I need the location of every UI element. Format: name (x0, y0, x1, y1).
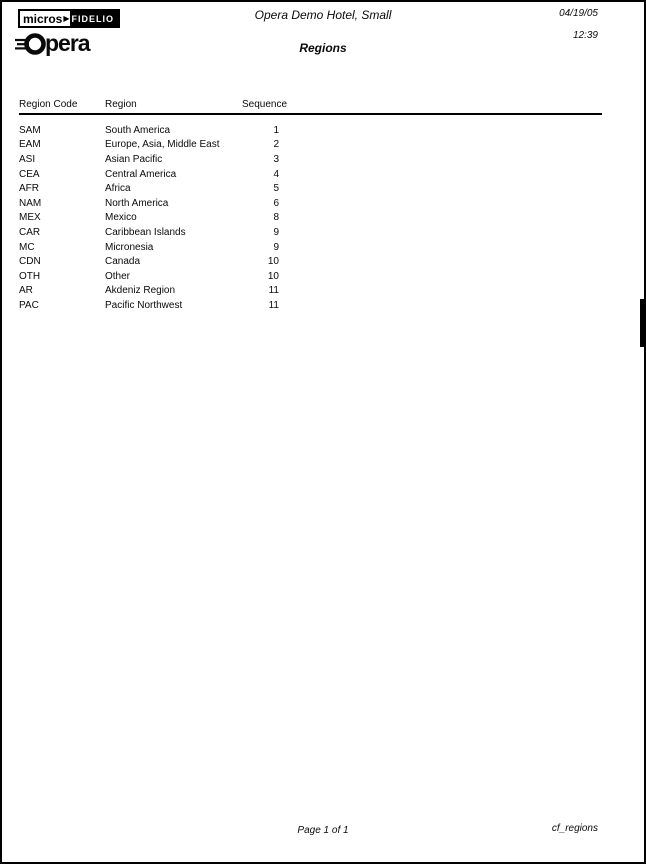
region-code-cell: AR (19, 285, 33, 297)
table-body (19, 123, 602, 313)
table-row (19, 225, 602, 240)
table-row (19, 211, 602, 226)
region-cell: Europe, Asia, Middle East (105, 139, 220, 151)
region-cell: Canada (105, 256, 141, 268)
sequence-cell: 2 (273, 139, 279, 151)
column-header-region-code: Region Code (19, 99, 78, 110)
sequence-cell: 4 (273, 168, 279, 180)
column-header-region: Region (105, 99, 137, 110)
opera-logo-text: pera (45, 29, 90, 56)
table-row (19, 167, 602, 182)
region-cell: Akdeniz Region (105, 285, 176, 297)
region-cell: Africa (105, 183, 131, 195)
sequence-cell: 9 (273, 241, 279, 253)
hotel-title: Opera Demo Hotel, Small (254, 8, 392, 22)
sequence-cell: 10 (267, 256, 279, 268)
table-row (19, 196, 602, 211)
region-cell: Pacific Northwest (105, 299, 183, 311)
report-file-name: cf_regions (551, 823, 598, 834)
region-code-cell: OTH (19, 270, 41, 282)
table-row (19, 254, 602, 269)
column-header-sequence: Sequence (242, 99, 288, 110)
region-code-cell: ASI (19, 153, 36, 165)
fidelio-arrow-icon: ▶ (63, 11, 69, 26)
sequence-cell: 10 (267, 270, 279, 282)
region-cell: South America (105, 124, 171, 136)
table-row (19, 269, 602, 284)
table-row (19, 123, 602, 138)
region-code-cell: SAM (19, 124, 41, 136)
table-row (19, 138, 602, 153)
sequence-cell: 8 (273, 212, 279, 224)
region-code-cell: CDN (19, 256, 41, 268)
table-header-rule (19, 113, 602, 115)
table-row (19, 284, 602, 299)
region-code-cell: MC (19, 241, 35, 253)
sequence-cell: 11 (268, 285, 279, 297)
region-cell: Asian Pacific (105, 153, 163, 165)
region-cell: Caribbean Islands (105, 226, 186, 238)
sequence-cell: 6 (273, 197, 279, 209)
region-cell: Micronesia (105, 241, 154, 253)
table-row (19, 152, 602, 167)
page-number: Page 1 of 1 (297, 825, 349, 836)
report-date: 04/19/05 (559, 8, 598, 19)
sequence-cell: 11 (268, 299, 279, 311)
region-cell: Central America (105, 168, 177, 180)
scan-edge-artifact (640, 299, 644, 347)
table-column-headers (19, 99, 602, 110)
sequence-cell: 9 (273, 226, 279, 238)
table-row (19, 240, 602, 255)
region-code-cell: CAR (19, 226, 41, 238)
region-code-cell: MEX (19, 212, 41, 224)
region-code-cell: AFR (19, 183, 39, 195)
region-code-cell: NAM (19, 197, 42, 209)
micros-logo-text: micros (20, 11, 63, 26)
region-cell: Other (105, 270, 131, 282)
sequence-cell: 1 (273, 124, 279, 136)
region-code-cell: CEA (19, 168, 40, 180)
fidelio-logo-text: FIDELIO (70, 11, 119, 26)
report-time: 12:39 (572, 30, 598, 41)
table-row (19, 181, 602, 196)
region-code-cell: EAM (19, 139, 41, 151)
sequence-cell: 5 (273, 183, 279, 195)
sequence-cell: 3 (273, 153, 279, 165)
region-cell: North America (105, 197, 169, 209)
table-row (19, 298, 602, 313)
region-code-cell: PAC (19, 299, 39, 311)
report-title: Regions (299, 41, 347, 55)
region-cell: Mexico (105, 212, 137, 224)
